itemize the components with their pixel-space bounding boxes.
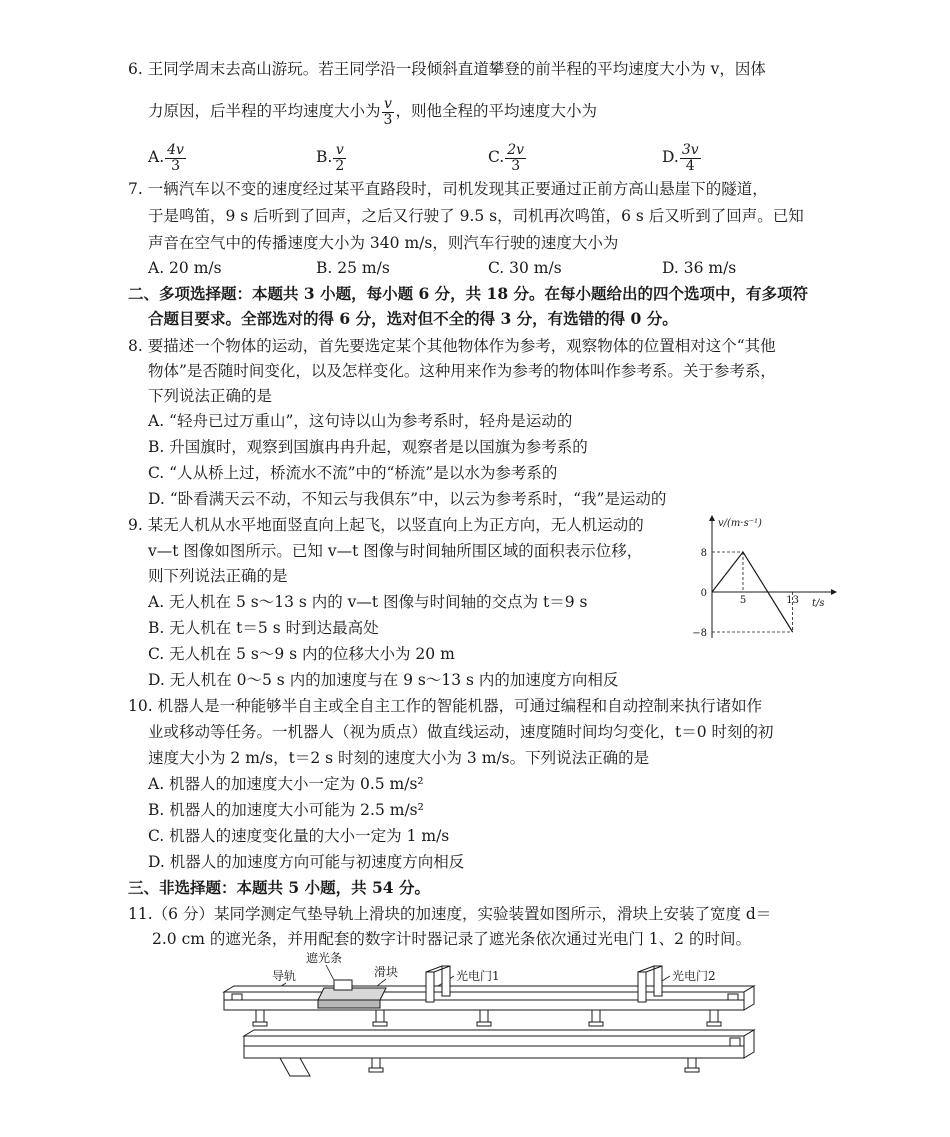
upper-rail	[224, 986, 754, 1010]
q6-line2-post: ，则他全程的平均速度大小为	[395, 102, 597, 120]
q6-option-b[interactable]: B. $\frac{v}{2}$	[316, 141, 345, 174]
label-shading-strip: 遮光条	[306, 951, 343, 965]
base-beam	[244, 1030, 754, 1058]
label-rail: 导轨	[272, 969, 297, 983]
label-gate-2: 光电门2	[672, 969, 716, 983]
section3-heading: 三、非选择题：本题共 5 小题，共 54 分。	[128, 878, 430, 897]
q6-line1: 6. 王同学周末去高山游玩。若王同学沿一段倾斜直道攀登的前半程的平均速度大小为 v，因体	[128, 60, 766, 78]
x-tick-label-1: 5	[739, 595, 747, 606]
x-axis-label: t/s	[812, 598, 825, 609]
vt-chart	[690, 510, 845, 645]
q9-option-a[interactable]: A. 无人机在 5 s～13 s 内的 v—t 图像与时间轴的交点为 t＝9 s	[148, 593, 588, 611]
q9-option-c[interactable]: C. 无人机在 5 s～9 s 内的位移大小为 20 m	[148, 645, 455, 663]
q6-option-c[interactable]: C. $\frac{2v}{3}$	[488, 141, 525, 174]
q8-option-d[interactable]: D. “卧看满天云不动，不知云与我俱东”中，以云为参考系时，“我”是运动的	[148, 490, 667, 508]
x-tick-label-2: 13	[786, 595, 799, 606]
y-tick-label-1: 0	[700, 588, 707, 599]
q7-line1: 7. 一辆汽车以不变的速度经过某平直路段时，司机发现其正要通过正前方高山悬崖下的隧道，	[128, 180, 768, 198]
slider-with-strip	[318, 980, 386, 1008]
q8-option-a[interactable]: A. “轻舟已过万重山”，这句诗以山为参考系时，轻舟是运动的	[148, 412, 573, 430]
q6-option-a[interactable]: A. $\frac{4v}{3}$	[148, 141, 184, 174]
q10-option-c[interactable]: C. 机器人的速度变化量的大小一定为 1 m/s	[148, 827, 450, 845]
q10-option-a[interactable]: A. 机器人的加速度大小一定为 0.5 m/s²	[148, 775, 424, 793]
q11-line1: 11.（6 分）某同学测定气垫导轨上滑块的加速度，实验装置如图所示，滑块上安装了宽度 d＝	[128, 905, 772, 923]
q10-line2: 业或移动等任务。一机器人（视为质点）做直线运动，速度随时间均匀变化，t＝0 时刻的初	[148, 723, 774, 741]
q6-line2	[148, 92, 597, 130]
q8-line3: 下列说法正确的是	[148, 387, 273, 405]
q9-option-b[interactable]: B. 无人机在 t＝5 s 时到达最高处	[148, 619, 379, 637]
q7-line2: 于是鸣笛，9 s 后听到了回声，之后又行驶了 9.5 s，司机再次鸣笛，6 s 后又听到了回声。已知	[148, 207, 804, 225]
section2-heading-line1: 二、多项选择题：本题共 3 小题，每小题 6 分，共 18 分。在每小题给出的四个选项中，有多项符	[128, 284, 809, 303]
section2-heading-line2: 合题目要求。全部选对的得 6 分，选对但不全的得 3 分，有选错的得 0 分。	[148, 309, 678, 328]
q7-option-c[interactable]: C. 30 m/s	[488, 259, 562, 277]
q6-line2-pre: 力原因，后半程的平均速度大小为	[148, 102, 381, 120]
q8-line1: 8. 要描述一个物体的运动，首先要选定某个其他物体作为参考，观察物体的位置相对这个“其他	[128, 337, 776, 355]
base-feet	[280, 1058, 699, 1076]
q9-line2: v—t 图像如图所示。已知 v—t 图像与时间轴所围区域的面积表示位移，	[148, 542, 643, 560]
q11-line2: 2.0 cm 的遮光条，并用配套的数字计时器记录了遮光条依次通过光电门 1、2 的时间。	[152, 930, 751, 948]
y-tick-label-0: 8	[700, 548, 707, 559]
q10-option-b[interactable]: B. 机器人的加速度大小可能为 2.5 m/s²	[148, 801, 424, 819]
q6-option-d[interactable]: D. $\frac{3v}{4}$	[662, 141, 699, 174]
q7-line3: 声音在空气中的传播速度大小为 340 m/s，则汽车行驶的速度大小为	[148, 234, 619, 252]
q10-line1: 10. 机器人是一种能够半自主或全自主工作的智能机器，可通过编程和自动控制来执行诸如作	[128, 697, 763, 715]
air-track-apparatus	[210, 950, 770, 1120]
q8-option-c[interactable]: C. “人从桥上过，桥流水不流”中的“桥流”是以水为参考系的	[148, 464, 558, 482]
q7-option-b[interactable]: B. 25 m/s	[316, 259, 390, 277]
q8-option-b[interactable]: B. 升国旗时，观察到国旗冉冉升起，观察者是以国旗为参考系的	[148, 438, 588, 456]
label-gate-1: 光电门1	[456, 969, 500, 983]
q10-option-d[interactable]: D. 机器人的加速度方向可能与初速度方向相反	[148, 853, 465, 871]
support-screws	[253, 1010, 721, 1026]
label-slider: 滑块	[374, 965, 399, 979]
q9-line1: 9. 某无人机从水平地面竖直向上起飞，以竖直向上为正方向，无人机运动的	[128, 516, 644, 534]
q6-line2-fraction: $\frac{v}{3}$	[383, 95, 393, 128]
q10-line3: 速度大小为 2 m/s，t＝2 s 时刻的速度大小为 3 m/s。下列说法正确的是	[148, 749, 650, 767]
q7-option-a[interactable]: A. 20 m/s	[148, 259, 222, 277]
q7-option-d[interactable]: D. 36 m/s	[662, 259, 737, 277]
q8-line2: 物体”是否随时间变化，以及怎样变化。这种用来作为参考的物体叫作参考系。关于参考系，	[148, 362, 776, 380]
y-axis-label: v/(m·s⁻¹)	[718, 518, 762, 529]
y-tick-label-2: −8	[692, 628, 707, 639]
q9-option-d[interactable]: D. 无人机在 0～5 s 内的加速度与在 9 s～13 s 内的加速度方向相反	[148, 671, 619, 689]
q9-line3: 则下列说法正确的是	[148, 567, 288, 585]
